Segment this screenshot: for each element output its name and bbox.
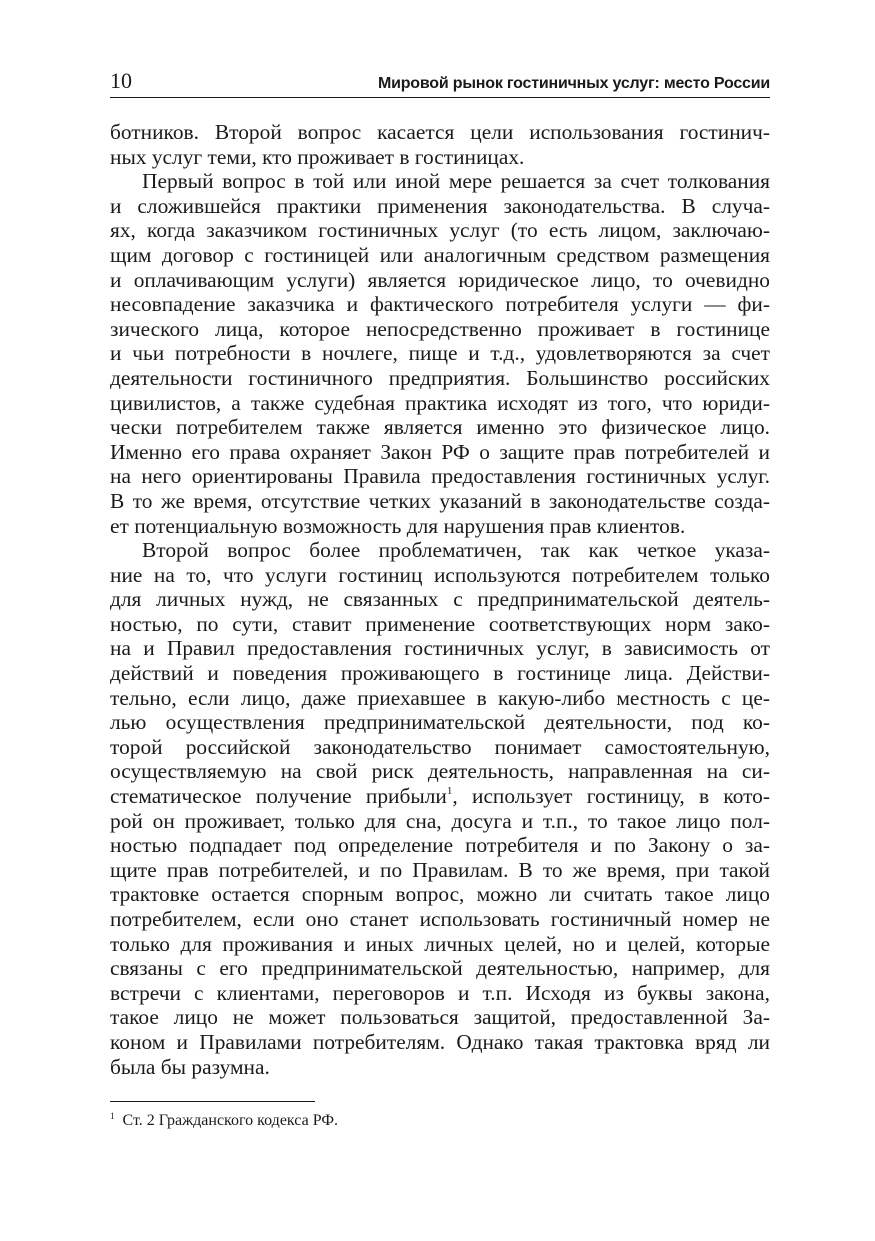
text-line: была бы разумна. bbox=[110, 1054, 270, 1079]
text-line: и чьи потребности в ночлеге, пище и т.д., удовлетворяются за счет bbox=[110, 341, 770, 366]
line-head: стематическое получение прибыли bbox=[110, 784, 447, 809]
footnote-reference[interactable]: 1 bbox=[446, 785, 453, 798]
text-line: ных услуг теми, кто проживает в гостиницах. bbox=[110, 144, 525, 169]
text-line: действий и поведения проживающего в гостинице лица. Действи- bbox=[110, 661, 770, 686]
text-line: и оплачивающим услуги) является юридическое лицо, то очевидно bbox=[110, 267, 770, 292]
text-line: ботников. Второй вопрос касается цели использования гостинич- bbox=[110, 120, 770, 144]
text-line: только для проживания и иных личных целей, но и целей, которые bbox=[110, 931, 770, 956]
text-line: чески потребителем также является именно это физическое лицо. bbox=[110, 415, 770, 440]
text-line: деятельности гостиничного предприятия. Большинство российских bbox=[110, 365, 770, 390]
text-line: тельно, если лицо, даже приехавшее в какую-либо местность с це- bbox=[110, 685, 770, 710]
text-line: щите прав потребителей, и по Правилам. В то же время, при такой bbox=[110, 857, 770, 882]
text-line: потребителем, если оно станет использовать гостиничный номер не bbox=[110, 907, 770, 931]
text-line: ностью, по сути, ставит применение соответствующих норм зако- bbox=[110, 611, 770, 636]
footnote bbox=[110, 1111, 770, 1131]
text-line: Именно его права охраняет Закон РФ о защите прав потребителей и bbox=[110, 439, 770, 464]
text-line: рой он проживает, только для сна, досуга и т.п., то такое лицо пол- bbox=[110, 808, 770, 833]
text-line: торой российской законодательство понимает самостоятельную, bbox=[110, 734, 770, 759]
text-line: несовпадение заказчика и фактического потребителя услуги — фи- bbox=[110, 292, 770, 317]
text-line: ние на то, что услуги гостиниц используются потребителем только bbox=[110, 562, 770, 587]
text-line: ет потенциальную возможность для нарушения прав клиентов. bbox=[110, 513, 686, 538]
text-line: связаны с его предпринимательской деятельностью, например, для bbox=[110, 956, 770, 981]
main-text bbox=[110, 120, 770, 1079]
text-line: Первый вопрос в той или иной мере решается за счет толкования bbox=[142, 169, 770, 194]
line-tail: , использует гостиницу, в кото- bbox=[452, 784, 770, 809]
text-line: щим договор с гостиницей или аналогичным средством размещения bbox=[110, 242, 770, 267]
text-line: и сложившейся практики применения законодательства. В случа- bbox=[110, 193, 770, 218]
footnote-text: Ст. 2 Гражданского кодекса РФ. bbox=[122, 1112, 338, 1130]
text-line: зического лица, которое непосредственно проживает в гостинице bbox=[110, 316, 770, 341]
footnote-marker: 1 bbox=[110, 1111, 115, 1122]
text-line: лью осуществления предпринимательской деятельности, под ко- bbox=[110, 710, 770, 735]
page-number: 10 bbox=[110, 68, 132, 93]
running-header bbox=[110, 68, 770, 98]
book-page bbox=[110, 68, 770, 1131]
text-line-with-footnote-ref bbox=[110, 784, 770, 809]
running-title: Мировой рынок гостиничных услуг: место России bbox=[377, 75, 770, 92]
text-line: трактовке остается спорным вопрос, можно ли считать такое лицо bbox=[110, 882, 770, 907]
text-line: такое лицо не может пользоваться защитой, предоставленной За- bbox=[110, 1005, 770, 1030]
text-line: встречи с клиентами, переговоров и т.п. Исходя из буквы закона, bbox=[110, 980, 770, 1005]
text-line: ях, когда заказчиком гостиничных услуг (то есть лицом, заключаю- bbox=[110, 218, 770, 243]
paragraph-3 bbox=[110, 538, 770, 1079]
footnote-divider bbox=[110, 1101, 315, 1102]
paragraph-2 bbox=[110, 169, 770, 538]
text-line: коном и Правилами потребителям. Однако такая трактовка вряд ли bbox=[110, 1029, 770, 1054]
paragraph-1 bbox=[110, 120, 770, 169]
text-line: для личных нужд, не связанных с предпринимательской деятель- bbox=[110, 587, 770, 612]
text-line: цивилистов, а также судебная практика исходят из того, что юриди- bbox=[110, 390, 770, 415]
text-line: Второй вопрос более проблематичен, так как четкое указа- bbox=[142, 538, 770, 563]
text-line: В то же время, отсутствие четких указаний в законодательстве созда- bbox=[110, 488, 770, 513]
text-line: осуществляемую на свой риск деятельность, направленная на си- bbox=[110, 759, 770, 784]
text-line: на и Правил предоставления гостиничных услуг, в зависимость от bbox=[110, 636, 770, 661]
text-line: на него ориентированы Правила предоставления гостиничных услуг. bbox=[110, 464, 770, 489]
text-line: ностью подпадает под определение потребителя и по Закону о за- bbox=[110, 833, 770, 858]
